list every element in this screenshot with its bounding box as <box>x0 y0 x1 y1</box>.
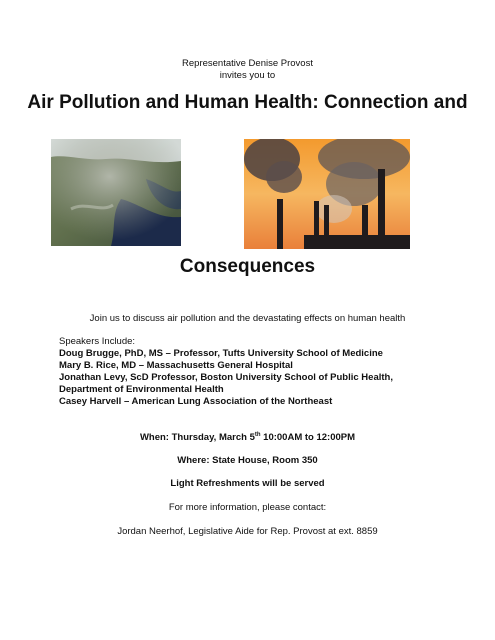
event-where: Where: State House, Room 350 <box>177 455 318 466</box>
invite-line: invites you to <box>219 70 276 81</box>
speaker-item: Mary B. Rice, MD – Massachusetts General Hospital <box>59 360 293 371</box>
page-title-line2: Consequences <box>179 256 316 277</box>
when-prefix: When: Thursday, March 5 <box>139 432 255 443</box>
contact-line2: Jordan Neerhof, Legislative Aide for Rep. Provost at ext. 8859 <box>117 526 378 537</box>
page-title-line1: Air Pollution and Human Health: Connection and <box>27 92 468 113</box>
event-refreshments: Light Refreshments will be served <box>170 478 325 489</box>
speaker-item: Casey Harvell – American Lung Association of the Northeast <box>59 396 333 407</box>
when-suffix: 10:00AM to 12:00PM <box>260 432 356 443</box>
satellite-haze-image <box>51 139 181 246</box>
when-sup: th <box>254 431 261 438</box>
speakers-section <box>59 336 439 408</box>
speaker-item: Doug Brugge, PhD, MS – Professor, Tufts University School of Medicine <box>59 348 383 359</box>
host-line: Representative Denise Provost <box>182 58 313 69</box>
contact-line1: For more information, please contact: <box>168 502 327 513</box>
intro-text: Join us to discuss air pollution and the devastating effects on human health <box>89 313 406 324</box>
speaker-item: Jonathan Levy, ScD Professor, Boston University School of Public Health, Department of Environmental Health <box>59 372 393 395</box>
event-when <box>0 432 495 443</box>
speakers-heading: Speakers Include: <box>59 336 136 347</box>
smokestacks-sunset-image <box>244 139 410 249</box>
